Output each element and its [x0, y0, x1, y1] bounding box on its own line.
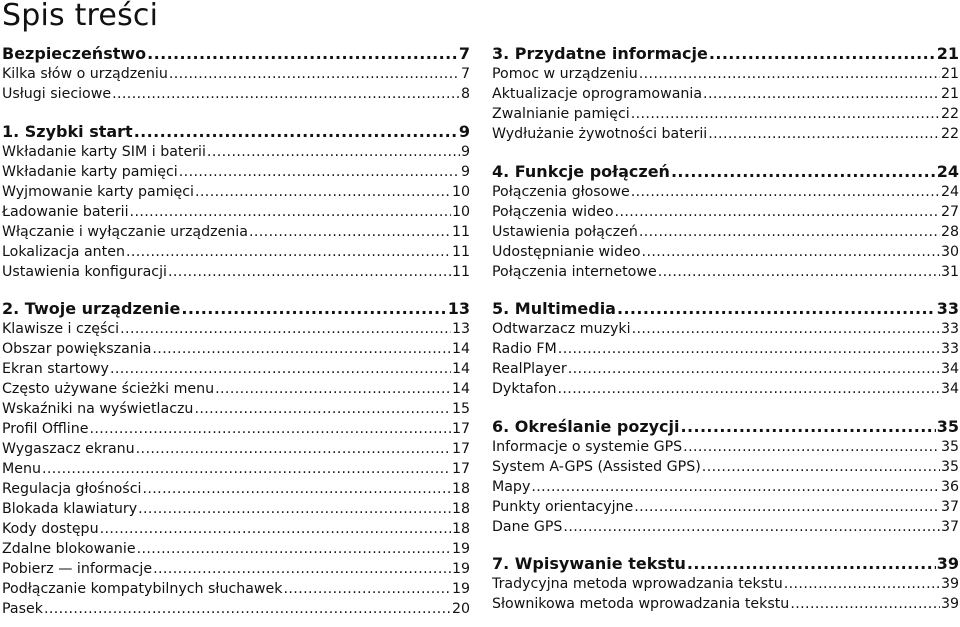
toc-entry-menu[interactable] [2, 459, 470, 479]
toc-dot-leader [179, 162, 460, 182]
toc-page-number: 35 [940, 438, 959, 455]
toc-entry-zwalnianie-pamieci[interactable] [492, 104, 959, 124]
toc-entry-title: Kilka słów o urządzeniu [2, 66, 168, 82]
toc-section-3-przydatne-informacje[interactable] [492, 44, 959, 64]
toc-entry-title: Wydłużanie żywotności baterii [492, 126, 708, 142]
toc-page-number: 21 [940, 66, 959, 82]
toc-entry-title: Ekran startowy [2, 361, 109, 377]
toc-entry-mapy[interactable] [492, 477, 959, 497]
toc-page-number: 14 [451, 341, 470, 357]
toc-group [2, 299, 470, 619]
toc-dot-leader [784, 574, 940, 594]
toc-entry-czesto-uzywane-sciezki-menu[interactable] [2, 379, 470, 399]
toc-page-number: 37 [940, 498, 959, 515]
toc-entry-kilka-slow-o-urzadzeniu[interactable] [2, 64, 470, 84]
toc-dot-leader [120, 319, 451, 339]
toc-entry-title: Pomoc w urządzeniu [492, 66, 638, 82]
toc-entry-lokalizacja-anten[interactable] [2, 242, 470, 262]
toc-page-number: 10 [451, 203, 470, 220]
toc-page-number: 33 [940, 321, 959, 337]
toc-dot-leader [683, 437, 940, 457]
toc-entry-title: 6. Określanie pozycji [492, 416, 680, 436]
toc-entry-title: Wkładanie karty pamięci [2, 163, 178, 180]
toc-entry-wlaczanie-i-wylaczanie-urzadzenia[interactable] [2, 222, 470, 242]
toc-group [492, 299, 959, 399]
toc-dot-leader [639, 64, 940, 84]
toc-dot-leader [681, 417, 936, 437]
toc-entry-title: Zwalnianie pamięci [492, 106, 630, 122]
toc-group [492, 554, 959, 614]
toc-entry-title: Regulacja głośności [2, 481, 142, 497]
toc-entry-title: 2. Twoje urządzenie [2, 299, 181, 318]
toc-dot-leader [215, 379, 451, 399]
toc-entry-title: Pasek [2, 601, 43, 617]
toc-entry-uslugi-sieciowe[interactable] [2, 84, 470, 104]
toc-page-number: 7 [458, 44, 470, 63]
toc-entry-wygaszacz-ekranu[interactable] [2, 439, 470, 459]
toc-entry-udostepnianie-wideo[interactable] [492, 242, 959, 262]
toc-page-number: 7 [460, 66, 470, 82]
toc-entry-title: 7. Wpisywanie tekstu [492, 554, 686, 573]
toc-dot-leader [631, 104, 940, 124]
toc-entry-title: 1. Szybki start [2, 121, 133, 141]
toc-entry-polaczenia-internetowe[interactable] [492, 262, 959, 282]
toc-dot-leader [152, 339, 451, 359]
toc-entry-wskazniki-na-wyswietlaczu[interactable] [2, 399, 470, 419]
toc-group [2, 122, 470, 282]
toc-entry-informacje-o-systemie-gps[interactable] [492, 437, 959, 457]
toc-entry-dane-gps[interactable] [492, 517, 959, 537]
toc-page-number: 28 [940, 223, 959, 240]
toc-dot-leader [137, 539, 451, 559]
toc-entry-title: Połączenia głosowe [492, 183, 630, 200]
toc-page-number: 22 [940, 106, 959, 122]
toc-dot-leader [136, 439, 451, 459]
toc-page-number: 19 [451, 541, 470, 557]
toc-section-bezpieczenstwo[interactable] [2, 44, 470, 64]
toc-dot-leader [642, 242, 940, 262]
toc-entry-title: Połączenia internetowe [492, 263, 657, 280]
toc-page-number: 11 [451, 223, 470, 240]
toc-dot-leader [687, 554, 936, 574]
toc-page-number: 35 [936, 416, 959, 436]
toc-page-number: 18 [451, 501, 470, 517]
toc-dot-leader [563, 517, 940, 537]
toc-column-right [492, 44, 959, 614]
toc-dot-leader [631, 182, 940, 202]
toc-entry-title: Klawisze i części [2, 321, 120, 337]
toc-entry-title: Pobierz — informacje [2, 561, 153, 577]
toc-group [492, 44, 959, 144]
toc-entry-title: Zdalne blokowanie [2, 541, 136, 557]
toc-dot-leader [112, 84, 460, 104]
toc-dot-leader [557, 379, 939, 399]
toc-entry-title: Wkładanie karty SIM i baterii [2, 143, 206, 160]
toc-entry-ekran-startowy[interactable] [2, 359, 470, 379]
toc-entry-system-a-gps-assisted-gps[interactable] [492, 457, 959, 477]
toc-dot-leader [126, 242, 451, 262]
toc-entry-radio-fm[interactable] [492, 339, 959, 359]
toc-page-number: 13 [451, 321, 470, 337]
toc-page-number: 39 [936, 554, 959, 573]
toc-entry-realplayer[interactable] [492, 359, 959, 379]
toc-entry-wkladanie-karty-sim-i-baterii[interactable] [2, 142, 470, 162]
page-title: Spis treści [2, 0, 159, 33]
toc-entry-title: Informacje o systemie GPS [492, 438, 683, 455]
toc-entry-title: Ustawienia konfiguracji [2, 263, 167, 280]
toc-dot-leader [138, 499, 451, 519]
toc-dot-leader [617, 299, 936, 319]
toc-dot-leader [632, 319, 940, 339]
toc-entry-title: 4. Funkcje połączeń [492, 161, 670, 181]
toc-dot-leader [568, 359, 940, 379]
toc-entry-dyktafon[interactable] [492, 379, 959, 399]
toc-page-number: 17 [451, 421, 470, 437]
toc-page-number: 34 [940, 381, 959, 397]
toc-section-4-funkcje-polaczen[interactable] [492, 162, 959, 182]
toc-entry-slownikowa-metoda-wprowadzania-tekstu[interactable] [492, 594, 959, 614]
toc-section-2-twoje-urzadzenie[interactable] [2, 299, 470, 319]
toc-page-number: 9 [460, 143, 470, 160]
toc-dot-leader [44, 599, 451, 619]
toc-entry-title: Tradycyjna metoda wprowadzania tekstu [492, 576, 783, 592]
toc-entry-title: Aktualizacje oprogramowania [492, 86, 703, 102]
toc-entry-title: Obszar powiększania [2, 341, 152, 357]
toc-dot-leader [207, 142, 460, 162]
toc-page-number: 24 [936, 161, 959, 181]
toc-entry-title: Usługi sieciowe [2, 86, 112, 102]
toc-entry-polaczenia-wideo[interactable] [492, 202, 959, 222]
toc-page-number: 11 [451, 263, 470, 280]
toc-page-number: 15 [451, 401, 470, 417]
toc-dot-leader [147, 44, 458, 64]
toc-entry-title: Połączenia wideo [492, 203, 614, 220]
toc-dot-leader [110, 359, 451, 379]
toc-entry-obszar-powiekszania[interactable] [2, 339, 470, 359]
toc-entry-zdalne-blokowanie[interactable] [2, 539, 470, 559]
toc-dot-leader [130, 202, 451, 222]
toc-dot-leader [100, 519, 451, 539]
toc-dot-leader [134, 122, 458, 142]
toc-page-number: 30 [940, 243, 959, 260]
toc-entry-aktualizacje-oprogramowania[interactable] [492, 84, 959, 104]
toc-entry-title: Ustawienia połączeń [492, 223, 638, 240]
toc-entry-title: Punkty orientacyjne [492, 498, 634, 515]
toc-entry-title: Słownikowa metoda wprowadzania tekstu [492, 596, 790, 612]
toc-entry-blokada-klawiatury[interactable] [2, 499, 470, 519]
toc-page-number: 17 [451, 461, 470, 477]
toc-entry-polaczenia-glosowe[interactable] [492, 182, 959, 202]
toc-page-number: 10 [451, 183, 470, 200]
toc-dot-leader [168, 262, 451, 282]
toc-page-number: 14 [451, 381, 470, 397]
toc-entry-title: System A-GPS (Assisted GPS) [492, 458, 701, 475]
toc-entry-regulacja-glosnosci[interactable] [2, 479, 470, 499]
toc-entry-tradycyjna-metoda-wprowadzania-tekstu[interactable] [492, 574, 959, 594]
toc-page-number: 8 [460, 86, 470, 102]
toc-entry-title: Podłączanie kompatybilnych słuchawek [2, 581, 283, 597]
toc-page-number: 14 [451, 361, 470, 377]
toc-dot-leader [615, 202, 940, 222]
toc-dot-leader [153, 559, 451, 579]
toc-page-number: 34 [940, 361, 959, 377]
toc-entry-title: 3. Przydatne informacje [492, 44, 708, 63]
toc-page-number: 18 [451, 481, 470, 497]
toc-page-number: 33 [936, 299, 959, 318]
toc-dot-leader [703, 84, 940, 104]
toc-group [492, 417, 959, 537]
toc-page-number: 24 [940, 183, 959, 200]
toc-dot-leader [142, 479, 450, 499]
toc-page-number: 19 [451, 561, 470, 577]
toc-entry-title: Wygaszacz ekranu [2, 441, 135, 457]
toc-page-number: 21 [936, 44, 959, 63]
toc-group [2, 44, 470, 104]
toc-section-6-okreslanie-pozycji[interactable] [492, 417, 959, 437]
toc-page-number: 13 [447, 299, 470, 318]
toc-page-number: 22 [940, 126, 959, 142]
toc-entry-ustawienia-konfiguracji[interactable] [2, 262, 470, 282]
toc-dot-leader [169, 64, 460, 84]
toc-page-number: 37 [940, 518, 959, 535]
toc-dot-leader [89, 419, 450, 439]
toc-entry-pasek[interactable] [2, 599, 470, 619]
toc-dot-leader [558, 339, 940, 359]
toc-entry-title: Blokada klawiatury [2, 501, 138, 517]
toc-entry-title: Lokalizacja anten [2, 243, 125, 260]
toc-page-number: 19 [451, 581, 470, 597]
toc-dot-leader [195, 182, 451, 202]
toc-entry-title: Często używane ścieżki menu [2, 381, 215, 397]
toc-page-number: 21 [940, 86, 959, 102]
toc-page-number: 39 [940, 596, 959, 612]
toc-entry-title: Wyjmowanie karty pamięci [2, 183, 194, 200]
toc-entry-title: Włączanie i wyłączanie urządzenia [2, 223, 248, 240]
toc-dot-leader [42, 459, 451, 479]
toc-entry-ladowanie-baterii[interactable] [2, 202, 470, 222]
toc-entry-title: Bezpieczeństwo [2, 44, 147, 63]
toc-page-number: 9 [460, 163, 470, 180]
toc-entry-title: Odtwarzacz muzyki [492, 321, 631, 337]
toc-entry-pomoc-w-urzadzeniu[interactable] [492, 64, 959, 84]
toc-entry-profil-offline[interactable] [2, 419, 470, 439]
toc-dot-leader [249, 222, 451, 242]
toc-entry-title: Udostępnianie wideo [492, 243, 641, 260]
toc-entry-wydluzanie-zywotnosci-baterii[interactable] [492, 124, 959, 144]
toc-entry-title: Dane GPS [492, 518, 563, 535]
toc-entry-title: Mapy [492, 478, 531, 495]
toc-dot-leader [708, 124, 940, 144]
toc-page-number: 11 [451, 243, 470, 260]
toc-section-5-multimedia[interactable] [492, 299, 959, 319]
toc-dot-leader [181, 299, 446, 319]
toc-page-number: 9 [458, 121, 470, 141]
toc-dot-leader [702, 457, 940, 477]
toc-group [492, 162, 959, 282]
toc-entry-ustawienia-polaczen[interactable] [492, 222, 959, 242]
toc-entry-title: Dyktafon [492, 381, 557, 397]
toc-page-number: 35 [940, 458, 959, 475]
toc-dot-leader [639, 222, 940, 242]
toc-entry-wyjmowanie-karty-pamieci[interactable] [2, 182, 470, 202]
toc-entry-pobierz-informacje[interactable] [2, 559, 470, 579]
toc-entry-punkty-orientacyjne[interactable] [492, 497, 959, 517]
toc-entry-title: 5. Multimedia [492, 299, 616, 318]
toc-entry-wkladanie-karty-pamieci[interactable] [2, 162, 470, 182]
toc-page-number: 33 [940, 341, 959, 357]
toc-entry-title: Wskaźniki na wyświetlaczu [2, 401, 194, 417]
toc-entry-title: Profil Offline [2, 421, 89, 437]
toc-column-left [2, 44, 470, 619]
toc-page-number: 18 [451, 521, 470, 537]
toc-dot-leader [194, 399, 451, 419]
toc-entry-title: Ładowanie baterii [2, 203, 129, 220]
toc-section-1-szybki-start[interactable] [2, 122, 470, 142]
toc-dot-leader [658, 262, 940, 282]
toc-entry-kody-dostepu[interactable] [2, 519, 470, 539]
toc-page-number: 20 [451, 601, 470, 617]
toc-dot-leader [671, 162, 936, 182]
toc-page-number: 39 [940, 576, 959, 592]
toc-page-number: 27 [940, 203, 959, 220]
toc-page-number: 17 [451, 441, 470, 457]
toc-dot-leader [709, 44, 936, 64]
toc-entry-klawisze-i-czesci[interactable] [2, 319, 470, 339]
toc-dot-leader [634, 497, 940, 517]
toc-dot-leader [790, 594, 940, 614]
toc-entry-title: Menu [2, 461, 41, 477]
toc-dot-leader [531, 477, 940, 497]
toc-dot-leader [283, 579, 450, 599]
toc-entry-title: RealPlayer [492, 361, 567, 377]
toc-entry-title: Radio FM [492, 341, 557, 357]
toc-section-7-wpisywanie-tekstu[interactable] [492, 554, 959, 574]
toc-entry-odtwarzacz-muzyki[interactable] [492, 319, 959, 339]
toc-page-number: 31 [940, 263, 959, 280]
toc-entry-podlaczanie-kompatybilnych-sluchawek[interactable] [2, 579, 470, 599]
toc-page-number: 36 [940, 478, 959, 495]
toc-entry-title: Kody dostępu [2, 521, 99, 537]
